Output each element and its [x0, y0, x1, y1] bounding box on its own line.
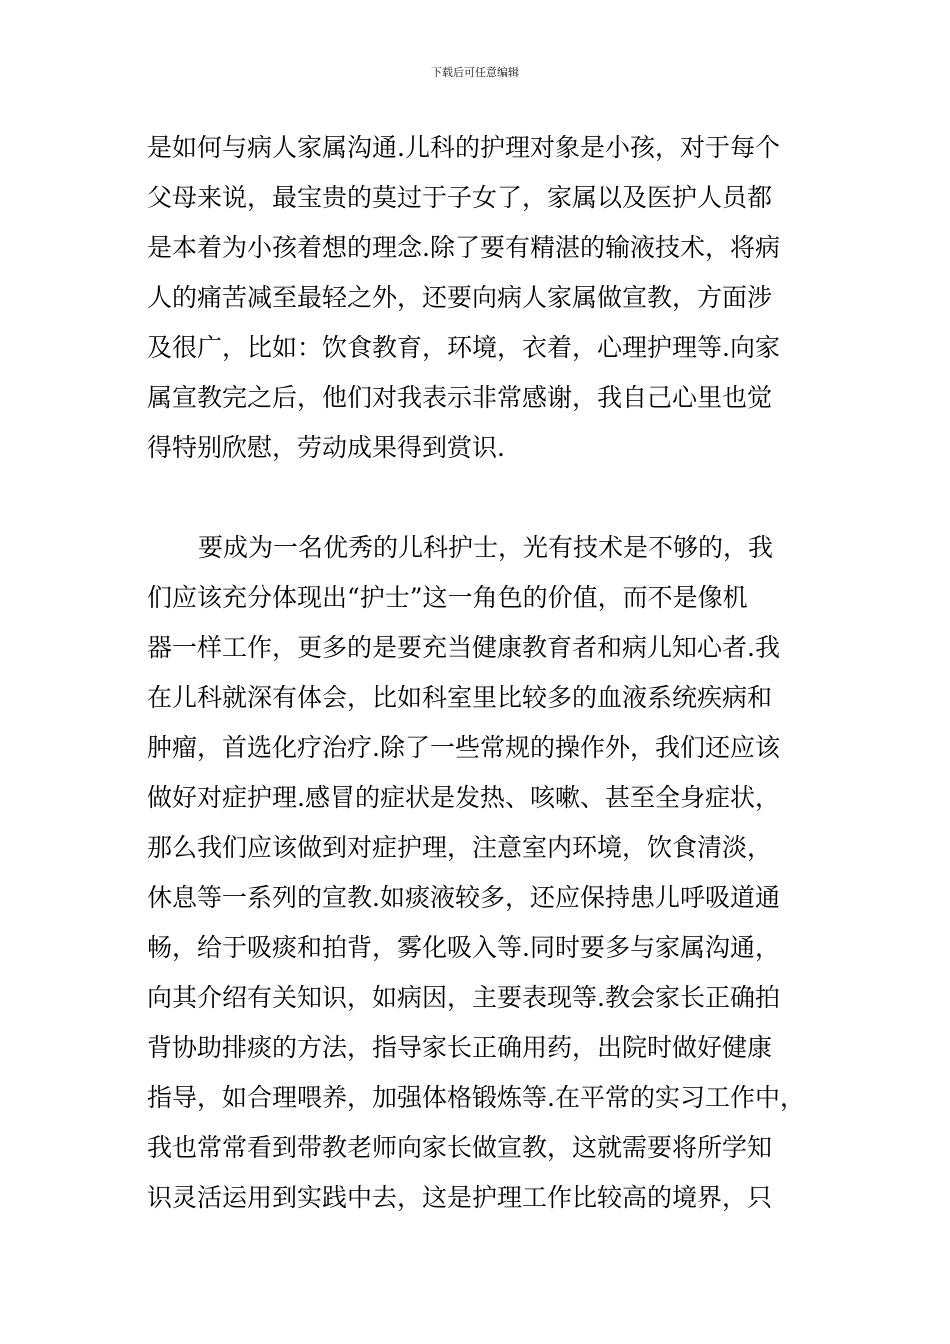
text-line: 是如何与病人家属沟通.儿科的护理对象是小孩，对于每个	[147, 133, 780, 162]
text-line: 休息等一系列的宣教.如痰液较多，还应保持患儿呼吸道通	[147, 883, 780, 912]
text-line: 背协助排痰的方法，指导家长正确用药，出院时做好健康	[147, 1033, 773, 1062]
text-line: 器一样工作，更多的是要充当健康教育者和病儿知心者.我	[147, 633, 780, 662]
text-line: 那么我们应该做到对症护理，注意室内环境，饮食清淡，	[147, 833, 773, 862]
text-line: 要成为一名优秀的儿科护士，光有技术是不够的，我	[198, 533, 774, 562]
text-line: 做好对症护理.感冒的症状是发热、咳嗽、甚至全身症状，	[147, 783, 780, 812]
text-line: 属宣教完之后，他们对我表示非常感谢，我自己心里也觉	[147, 383, 773, 412]
text-line: 指导，如合理喂养，加强体格锻炼等.在平常的实习工作中，	[147, 1083, 805, 1112]
text-line: 得特别欣慰，劳动成果得到赏识.	[147, 433, 505, 462]
text-line: 是本着为小孩着想的理念.除了要有精湛的输液技术，将病	[147, 233, 780, 262]
text-line: 父母来说，最宝贵的莫过于子女了，家属以及医护人员都	[147, 183, 773, 212]
text-line: 肿瘤，首选化疗治疗.除了一些常规的操作外，我们还应该	[147, 733, 780, 762]
text-line: 向其介绍有关知识，如病因，主要表现等.教会家长正确拍	[147, 983, 780, 1012]
text-line: 人的痛苦减至最轻之外，还要向病人家属做宣教，方面涉	[147, 283, 773, 312]
text-line: 畅，给于吸痰和拍背，雾化吸入等.同时要多与家属沟通，	[147, 933, 780, 962]
text-line: 识灵活运用到实践中去，这是护理工作比较高的境界，只	[147, 1183, 773, 1212]
text-line: 及很广，比如：饮食教育，环境，衣着，心理护理等.向家	[147, 333, 780, 362]
text-line: 在儿科就深有体会，比如科室里比较多的血液系统疾病和	[147, 683, 773, 712]
page-header: 下载后可任意编辑	[431, 66, 519, 79]
text-line: 们应该充分体现出“护士”这一角色的价值，而不是像机	[147, 583, 748, 612]
text-line: 我也常常看到带教老师向家长做宣教，这就需要将所学知	[147, 1133, 773, 1162]
